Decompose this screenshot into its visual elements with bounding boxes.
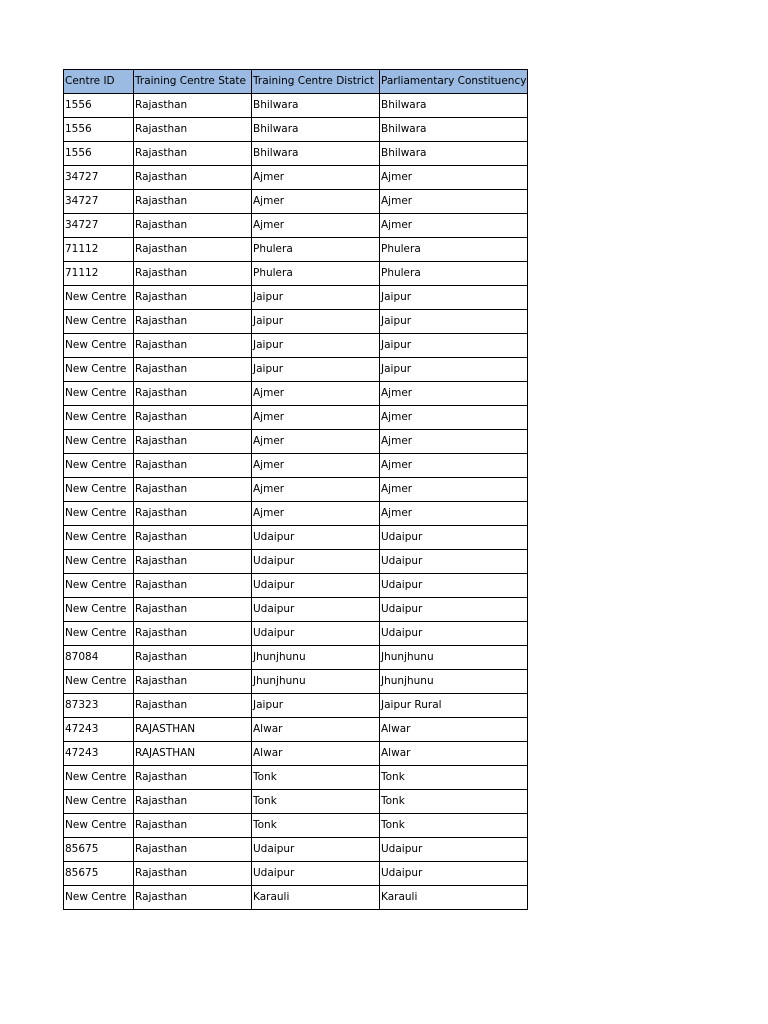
table-cell-training-centre-state: Rajasthan	[134, 430, 252, 454]
table-cell-training-centre-district: Ajmer	[252, 382, 380, 406]
table-cell-training-centre-state: Rajasthan	[134, 790, 252, 814]
table-cell-training-centre-district: Jaipur	[252, 286, 380, 310]
table-cell-parliamentary-constituency: Jaipur Rural	[380, 694, 528, 718]
table-cell-training-centre-state: Rajasthan	[134, 358, 252, 382]
table-cell-parliamentary-constituency: Phulera	[380, 238, 528, 262]
table-cell-centre-id: New Centre	[64, 550, 134, 574]
table-cell-training-centre-district: Bhilwara	[252, 118, 380, 142]
table-row	[64, 310, 528, 334]
table-cell-training-centre-state: Rajasthan	[134, 382, 252, 406]
table-cell-training-centre-district: Bhilwara	[252, 94, 380, 118]
table-cell-training-centre-state: Rajasthan	[134, 286, 252, 310]
table-cell-centre-id: New Centre	[64, 526, 134, 550]
table-cell-training-centre-state: Rajasthan	[134, 214, 252, 238]
table-header-row	[64, 70, 528, 94]
table-row	[64, 478, 528, 502]
table-cell-centre-id: 85675	[64, 838, 134, 862]
table-cell-centre-id: 34727	[64, 166, 134, 190]
table-cell-parliamentary-constituency: Ajmer	[380, 478, 528, 502]
table-cell-centre-id: New Centre	[64, 886, 134, 910]
table-row	[64, 550, 528, 574]
column-header-parliamentary-constituency: Parliamentary Constituency	[380, 70, 528, 94]
table-cell-centre-id: New Centre	[64, 670, 134, 694]
table-cell-centre-id: New Centre	[64, 814, 134, 838]
table-row	[64, 646, 528, 670]
table-cell-training-centre-district: Tonk	[252, 790, 380, 814]
table-cell-centre-id: 47243	[64, 742, 134, 766]
table-cell-centre-id: New Centre	[64, 502, 134, 526]
table-cell-centre-id: New Centre	[64, 334, 134, 358]
table-cell-training-centre-district: Udaipur	[252, 574, 380, 598]
table-cell-training-centre-district: Tonk	[252, 814, 380, 838]
table-cell-parliamentary-constituency: Ajmer	[380, 502, 528, 526]
table-cell-parliamentary-constituency: Jhunjhunu	[380, 646, 528, 670]
table-cell-parliamentary-constituency: Udaipur	[380, 622, 528, 646]
column-header-training-centre-state: Training Centre State	[134, 70, 252, 94]
table-cell-parliamentary-constituency: Ajmer	[380, 214, 528, 238]
table-cell-training-centre-district: Jaipur	[252, 310, 380, 334]
table-cell-centre-id: 1556	[64, 94, 134, 118]
table-cell-centre-id: New Centre	[64, 382, 134, 406]
table-cell-training-centre-district: Karauli	[252, 886, 380, 910]
table-cell-training-centre-state: Rajasthan	[134, 94, 252, 118]
table-cell-centre-id: New Centre	[64, 574, 134, 598]
table-cell-training-centre-state: Rajasthan	[134, 574, 252, 598]
table-cell-training-centre-district: Udaipur	[252, 622, 380, 646]
table-cell-training-centre-state: Rajasthan	[134, 478, 252, 502]
table-cell-parliamentary-constituency: Udaipur	[380, 574, 528, 598]
table-cell-training-centre-state: Rajasthan	[134, 502, 252, 526]
centre-table	[63, 69, 528, 910]
table-body	[64, 94, 528, 910]
table-cell-centre-id: 47243	[64, 718, 134, 742]
table-cell-training-centre-district: Ajmer	[252, 190, 380, 214]
table-cell-parliamentary-constituency: Udaipur	[380, 550, 528, 574]
table-cell-parliamentary-constituency: Bhilwara	[380, 118, 528, 142]
table-cell-parliamentary-constituency: Phulera	[380, 262, 528, 286]
table-cell-parliamentary-constituency: Ajmer	[380, 190, 528, 214]
table-cell-parliamentary-constituency: Ajmer	[380, 406, 528, 430]
table-cell-centre-id: 71112	[64, 238, 134, 262]
table-cell-centre-id: 85675	[64, 862, 134, 886]
table-cell-parliamentary-constituency: Bhilwara	[380, 94, 528, 118]
table-cell-training-centre-state: RAJASTHAN	[134, 718, 252, 742]
table-cell-centre-id: New Centre	[64, 598, 134, 622]
table-cell-training-centre-state: Rajasthan	[134, 646, 252, 670]
table-row	[64, 286, 528, 310]
table-cell-centre-id: New Centre	[64, 286, 134, 310]
table-cell-training-centre-district: Ajmer	[252, 406, 380, 430]
table-row	[64, 694, 528, 718]
table-cell-parliamentary-constituency: Ajmer	[380, 430, 528, 454]
table-cell-training-centre-state: Rajasthan	[134, 814, 252, 838]
table-cell-parliamentary-constituency: Alwar	[380, 742, 528, 766]
table-cell-centre-id: New Centre	[64, 622, 134, 646]
table-row	[64, 574, 528, 598]
table-cell-parliamentary-constituency: Bhilwara	[380, 142, 528, 166]
table-row	[64, 718, 528, 742]
table-cell-training-centre-state: Rajasthan	[134, 238, 252, 262]
table-cell-training-centre-district: Phulera	[252, 262, 380, 286]
table-cell-parliamentary-constituency: Udaipur	[380, 598, 528, 622]
table-cell-parliamentary-constituency: Alwar	[380, 718, 528, 742]
table-cell-centre-id: New Centre	[64, 454, 134, 478]
table-row	[64, 94, 528, 118]
table-row	[64, 118, 528, 142]
table-cell-centre-id: New Centre	[64, 358, 134, 382]
table-cell-training-centre-district: Jhunjhunu	[252, 670, 380, 694]
table-cell-training-centre-district: Alwar	[252, 742, 380, 766]
table-cell-training-centre-state: Rajasthan	[134, 886, 252, 910]
table-row	[64, 358, 528, 382]
table-cell-training-centre-district: Ajmer	[252, 478, 380, 502]
table-row	[64, 790, 528, 814]
table-cell-training-centre-district: Udaipur	[252, 598, 380, 622]
table-cell-training-centre-district: Udaipur	[252, 838, 380, 862]
table-cell-training-centre-state: Rajasthan	[134, 622, 252, 646]
table-cell-training-centre-district: Ajmer	[252, 166, 380, 190]
table-cell-training-centre-state: Rajasthan	[134, 454, 252, 478]
table-cell-centre-id: New Centre	[64, 766, 134, 790]
table-cell-parliamentary-constituency: Tonk	[380, 790, 528, 814]
table-cell-training-centre-district: Jaipur	[252, 334, 380, 358]
table-cell-training-centre-district: Ajmer	[252, 430, 380, 454]
table-cell-training-centre-district: Jaipur	[252, 358, 380, 382]
table-row	[64, 598, 528, 622]
table-cell-training-centre-state: Rajasthan	[134, 766, 252, 790]
table-row	[64, 886, 528, 910]
table-cell-training-centre-state: Rajasthan	[134, 526, 252, 550]
table-cell-centre-id: 1556	[64, 118, 134, 142]
table-cell-centre-id: New Centre	[64, 790, 134, 814]
table-cell-centre-id: New Centre	[64, 406, 134, 430]
table-row	[64, 814, 528, 838]
table-cell-training-centre-district: Ajmer	[252, 454, 380, 478]
table-cell-parliamentary-constituency: Karauli	[380, 886, 528, 910]
table-cell-parliamentary-constituency: Jhunjhunu	[380, 670, 528, 694]
table-cell-training-centre-district: Tonk	[252, 766, 380, 790]
table-cell-centre-id: 71112	[64, 262, 134, 286]
table-row	[64, 670, 528, 694]
table-cell-training-centre-state: Rajasthan	[134, 262, 252, 286]
table-cell-training-centre-state: Rajasthan	[134, 334, 252, 358]
table-row	[64, 838, 528, 862]
table-cell-training-centre-district: Udaipur	[252, 862, 380, 886]
table-cell-parliamentary-constituency: Tonk	[380, 814, 528, 838]
table-row	[64, 766, 528, 790]
table-row	[64, 166, 528, 190]
table-cell-training-centre-state: Rajasthan	[134, 838, 252, 862]
table-row	[64, 742, 528, 766]
table-cell-training-centre-state: Rajasthan	[134, 190, 252, 214]
table-row	[64, 382, 528, 406]
table-cell-parliamentary-constituency: Jaipur	[380, 310, 528, 334]
table-row	[64, 430, 528, 454]
table-row	[64, 862, 528, 886]
table-row	[64, 454, 528, 478]
table-cell-parliamentary-constituency: Jaipur	[380, 286, 528, 310]
table-cell-centre-id: New Centre	[64, 310, 134, 334]
table-cell-training-centre-state: Rajasthan	[134, 862, 252, 886]
table-cell-training-centre-state: Rajasthan	[134, 142, 252, 166]
table-cell-centre-id: New Centre	[64, 430, 134, 454]
table-row	[64, 622, 528, 646]
table-cell-training-centre-state: Rajasthan	[134, 118, 252, 142]
table-cell-training-centre-state: RAJASTHAN	[134, 742, 252, 766]
table-cell-training-centre-state: Rajasthan	[134, 550, 252, 574]
table-cell-parliamentary-constituency: Ajmer	[380, 454, 528, 478]
table-cell-parliamentary-constituency: Ajmer	[380, 166, 528, 190]
table-cell-centre-id: 34727	[64, 190, 134, 214]
table-row	[64, 238, 528, 262]
table-cell-parliamentary-constituency: Jaipur	[380, 358, 528, 382]
table-cell-training-centre-district: Ajmer	[252, 502, 380, 526]
column-header-training-centre-district: Training Centre District	[252, 70, 380, 94]
table-cell-parliamentary-constituency: Udaipur	[380, 838, 528, 862]
table-cell-training-centre-district: Bhilwara	[252, 142, 380, 166]
table-row	[64, 214, 528, 238]
table-cell-training-centre-state: Rajasthan	[134, 670, 252, 694]
table-cell-parliamentary-constituency: Tonk	[380, 766, 528, 790]
table-cell-training-centre-state: Rajasthan	[134, 694, 252, 718]
table-cell-training-centre-district: Udaipur	[252, 550, 380, 574]
table-cell-training-centre-district: Phulera	[252, 238, 380, 262]
table-row	[64, 334, 528, 358]
table-cell-centre-id: 34727	[64, 214, 134, 238]
table-cell-training-centre-district: Ajmer	[252, 214, 380, 238]
table-cell-training-centre-district: Alwar	[252, 718, 380, 742]
table-cell-centre-id: 87323	[64, 694, 134, 718]
table-cell-training-centre-state: Rajasthan	[134, 598, 252, 622]
table-cell-training-centre-state: Rajasthan	[134, 166, 252, 190]
table-cell-training-centre-district: Jaipur	[252, 694, 380, 718]
table-cell-parliamentary-constituency: Udaipur	[380, 526, 528, 550]
table-cell-parliamentary-constituency: Udaipur	[380, 862, 528, 886]
table-row	[64, 502, 528, 526]
table-row	[64, 190, 528, 214]
table-cell-training-centre-district: Udaipur	[252, 526, 380, 550]
table-row	[64, 262, 528, 286]
table-cell-centre-id: 1556	[64, 142, 134, 166]
table-cell-training-centre-state: Rajasthan	[134, 406, 252, 430]
table-row	[64, 142, 528, 166]
table-cell-centre-id: New Centre	[64, 478, 134, 502]
column-header-centre-id: Centre ID	[64, 70, 134, 94]
table-cell-training-centre-state: Rajasthan	[134, 310, 252, 334]
table-row	[64, 406, 528, 430]
table-cell-parliamentary-constituency: Ajmer	[380, 382, 528, 406]
table-cell-parliamentary-constituency: Jaipur	[380, 334, 528, 358]
table-row	[64, 526, 528, 550]
table-cell-training-centre-district: Jhunjhunu	[252, 646, 380, 670]
table-cell-centre-id: 87084	[64, 646, 134, 670]
